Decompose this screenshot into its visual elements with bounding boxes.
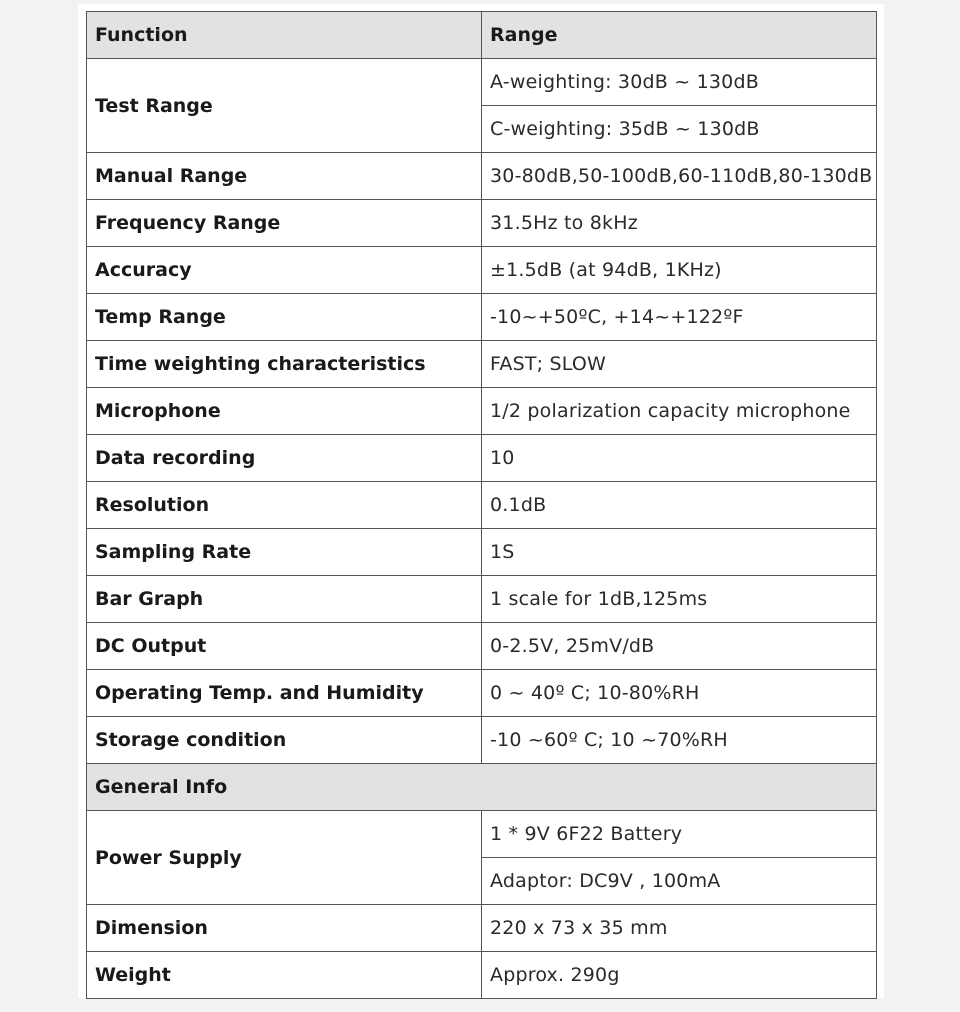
row-label: Weight: [87, 952, 482, 999]
row-label: Bar Graph: [87, 576, 482, 623]
row-label: Accuracy: [87, 247, 482, 294]
table-row: [87, 153, 877, 200]
row-value: -10~+50ºC, +14~+122ºF: [482, 294, 877, 341]
row-value: 220 x 73 x 35 mm: [482, 905, 877, 952]
row-value: 1S: [482, 529, 877, 576]
table-row: [87, 717, 877, 764]
row-value: -10 ~60º C; 10 ~70%RH: [482, 717, 877, 764]
row-label: Storage condition: [87, 717, 482, 764]
row-label: Test Range: [87, 59, 482, 153]
table-row: [87, 952, 877, 999]
table-header-row: [87, 12, 877, 59]
row-value: Approx. 290g: [482, 952, 877, 999]
table-row: [87, 294, 877, 341]
row-value: A-weighting: 30dB ~ 130dB: [482, 59, 877, 106]
row-label: Temp Range: [87, 294, 482, 341]
general-info-heading: General Info: [87, 764, 877, 811]
row-label: Dimension: [87, 905, 482, 952]
table-row: [87, 529, 877, 576]
row-value: 30-80dB,50-100dB,60-110dB,80-130dB: [482, 153, 877, 200]
table-row: [87, 388, 877, 435]
row-value: ±1.5dB (at 94dB, 1KHz): [482, 247, 877, 294]
row-label: DC Output: [87, 623, 482, 670]
table-row: [87, 341, 877, 388]
spec-table: [86, 11, 877, 999]
row-label: Data recording: [87, 435, 482, 482]
row-label: Frequency Range: [87, 200, 482, 247]
general-info-section-row: [87, 764, 877, 811]
row-label: Microphone: [87, 388, 482, 435]
table-row: [87, 482, 877, 529]
row-value: 1 scale for 1dB,125ms: [482, 576, 877, 623]
table-row: [87, 200, 877, 247]
row-label: Power Supply: [87, 811, 482, 905]
row-value: 0 ~ 40º C; 10-80%RH: [482, 670, 877, 717]
row-label: Operating Temp. and Humidity: [87, 670, 482, 717]
row-value: Adaptor: DC9V , 100mA: [482, 858, 877, 905]
table-row: [87, 811, 877, 858]
row-value: C-weighting: 35dB ~ 130dB: [482, 106, 877, 153]
row-label: Time weighting characteristics: [87, 341, 482, 388]
row-value: 0-2.5V, 25mV/dB: [482, 623, 877, 670]
row-label: Manual Range: [87, 153, 482, 200]
header-range: Range: [482, 12, 877, 59]
table-row: [87, 623, 877, 670]
row-value: 10: [482, 435, 877, 482]
table-row: [87, 905, 877, 952]
table-row: [87, 670, 877, 717]
row-value: 1/2 polarization capacity microphone: [482, 388, 877, 435]
header-function: Function: [87, 12, 482, 59]
row-value: FAST; SLOW: [482, 341, 877, 388]
row-value: 1 * 9V 6F22 Battery: [482, 811, 877, 858]
row-value: 31.5Hz to 8kHz: [482, 200, 877, 247]
table-row: [87, 435, 877, 482]
row-label: Sampling Rate: [87, 529, 482, 576]
row-value: 0.1dB: [482, 482, 877, 529]
row-label: Resolution: [87, 482, 482, 529]
table-row: [87, 59, 877, 106]
table-row: [87, 247, 877, 294]
table-row: [87, 576, 877, 623]
